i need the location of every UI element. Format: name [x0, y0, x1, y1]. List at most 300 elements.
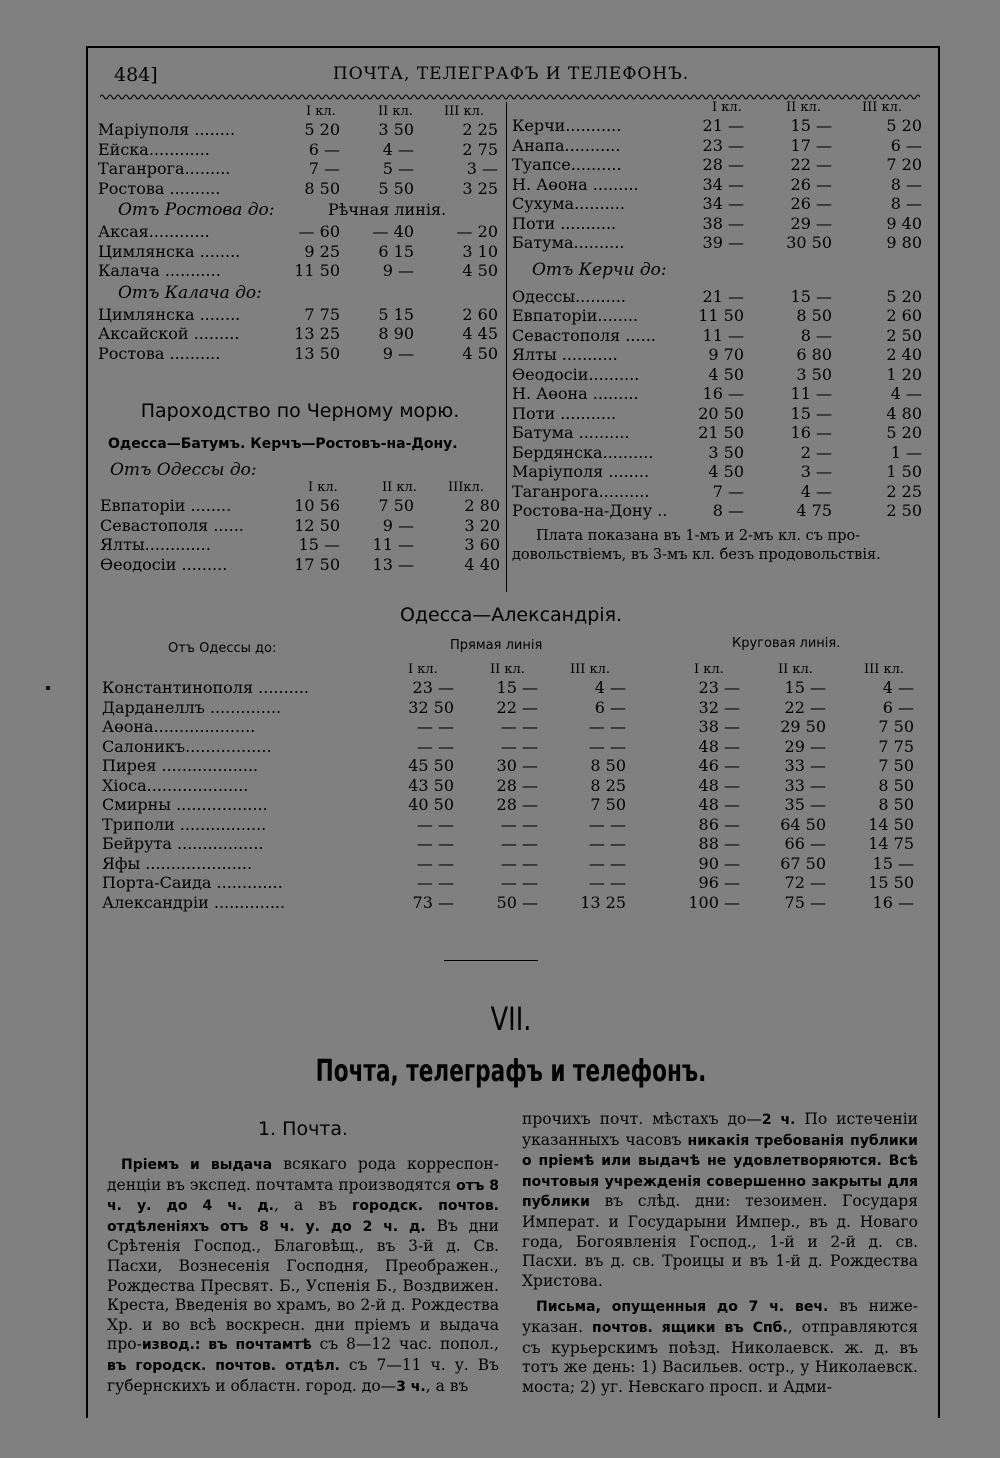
- cell-d1: 43 50: [408, 775, 454, 795]
- col-head-r1: I кл.: [694, 662, 724, 677]
- table-row: [102, 678, 932, 698]
- row-label: Цимлянска ........: [98, 241, 241, 261]
- row-label: Пирея ...................: [102, 756, 259, 775]
- col-head-3: III кл.: [444, 104, 485, 119]
- row-label: Туапсе..........: [512, 155, 622, 174]
- cell-r2: 67 50: [780, 853, 826, 873]
- alexandria-title: Одесса—Александрія.: [399, 604, 623, 626]
- table-row: [98, 159, 498, 179]
- page-number: 484]: [114, 64, 158, 86]
- table-row: [98, 179, 498, 199]
- left-top-table: [98, 104, 498, 363]
- cell-a: 11 50: [294, 261, 340, 280]
- cell-r3: 6 —: [882, 697, 914, 717]
- cell-r3: 4 —: [882, 678, 914, 697]
- cell-d1: — —: [416, 873, 454, 892]
- row-label: Ростова-на-Дону ..: [512, 501, 668, 520]
- row-label: Ростова ..........: [98, 178, 221, 198]
- right-top-table: [512, 100, 922, 565]
- cell-a: 21 —: [702, 286, 744, 306]
- cell-a: 3 50: [708, 442, 744, 462]
- row-label: Яфы .....................: [102, 853, 253, 873]
- cell-c: 2 60: [886, 306, 922, 325]
- cell-d2: — —: [500, 873, 538, 892]
- table-row: [100, 555, 500, 575]
- cell-a: 34 —: [702, 194, 744, 213]
- cell-c: — 20: [456, 222, 498, 241]
- running-title: ПОЧТА, ТЕЛЕГРАФЪ И ТЕЛЕФОНЪ.: [332, 64, 690, 84]
- margin-dot: [46, 686, 50, 690]
- alex-from-odessa: Отъ Одессы до:: [168, 641, 277, 656]
- cell-c: 5 20: [886, 116, 922, 135]
- cell-d2: 22 —: [496, 697, 538, 717]
- table-row: [98, 344, 498, 364]
- cell-c: 2 50: [886, 501, 922, 520]
- cell-d2: 28 —: [496, 795, 538, 814]
- table-row: [102, 815, 932, 835]
- direct-line: Прямая линія: [450, 638, 543, 653]
- section-title: Почта, телеграфъ и телефонъ.: [315, 1054, 707, 1089]
- note-line-2: довольствіемъ, въ 3-мъ кл. безъ продовольствія.: [512, 546, 881, 563]
- paragraph: [522, 1297, 918, 1397]
- cell-b: 17 —: [790, 135, 832, 155]
- table-row: [98, 120, 498, 140]
- cell-b: 15 —: [790, 286, 832, 306]
- table-row: [100, 516, 500, 536]
- cell-a: 21 —: [702, 116, 744, 135]
- bold-run: извод.: въ почтамтѣ: [141, 1337, 312, 1354]
- table-row: [102, 854, 932, 874]
- cell-b: 11 —: [372, 535, 414, 554]
- col-head-3: IIIкл.: [448, 480, 484, 495]
- row-label: Ялты.............: [100, 535, 211, 554]
- cell-b: 3 50: [378, 120, 414, 139]
- cell-c: 2 60: [462, 304, 498, 324]
- cell-d1: 32 50: [408, 697, 454, 717]
- cell-b: 29 —: [790, 213, 832, 233]
- row-label: Таганрога.........: [98, 159, 231, 178]
- cell-d1: — —: [416, 717, 454, 736]
- cell-c: 3 20: [464, 515, 500, 535]
- row-label: Өеодосіи..........: [512, 364, 640, 384]
- cell-c: 4 40: [464, 554, 500, 574]
- cell-c: 2 80: [464, 496, 500, 515]
- table-row: [102, 776, 932, 796]
- table-rows: [512, 287, 922, 521]
- section-subhead: [512, 253, 922, 287]
- cell-r1: 46 —: [698, 756, 740, 775]
- table-row: [512, 306, 922, 326]
- col-head-d1: I кл.: [408, 662, 438, 677]
- cell-d1: — —: [416, 853, 454, 873]
- cell-c: 9 80: [886, 233, 922, 252]
- cell-c: 9 40: [886, 213, 922, 233]
- cell-b: — 40: [372, 222, 414, 241]
- cell-c: 6 —: [890, 135, 922, 155]
- cell-d2: — —: [500, 736, 538, 756]
- table-row: [512, 404, 922, 424]
- row-label: Ялты ...........: [512, 345, 618, 364]
- cell-r3: 15 50: [868, 873, 914, 892]
- row-label: Ейска............: [98, 139, 210, 159]
- row-label: Порта-Саида .............: [102, 873, 283, 892]
- cell-r3: 16 —: [872, 892, 914, 912]
- table-row: [102, 756, 932, 776]
- row-label: Севастополя ......: [100, 515, 244, 535]
- cell-d2: — —: [500, 814, 538, 834]
- page-header: [86, 62, 936, 92]
- cell-d1: 40 50: [408, 795, 454, 814]
- cell-b: 5 15: [378, 304, 414, 324]
- cell-a: 17 50: [294, 554, 340, 574]
- row-label: Севастополя ......: [512, 325, 656, 345]
- cell-c: 1 50: [886, 462, 922, 481]
- cell-d1: 23 —: [412, 678, 454, 697]
- bold-run: 2 ч.: [761, 1112, 796, 1128]
- cell-c: 7 20: [886, 155, 922, 174]
- river-line: Рѣчная линія.: [328, 200, 447, 219]
- table-row: [102, 737, 932, 757]
- row-label: Өеодосіи .........: [100, 554, 228, 574]
- text-run: въ слѣд. дни: тезоимен. Государя Императ. и Государыни Импер., въ д. Новаго года, Богоявленія Господ., 1-й и 2-й д. св. Пасхи. въ д. св. Троицы и въ 1-й д. Рождества Христова.: [522, 1192, 918, 1290]
- cell-d1: — —: [416, 736, 454, 756]
- row-label: Смирны ..................: [102, 795, 268, 814]
- table-row: [512, 482, 922, 502]
- cell-b: 8 90: [378, 324, 414, 343]
- text-run: , а въ: [273, 1196, 353, 1215]
- cell-c: 5 20: [886, 286, 922, 306]
- row-label: Керчи...........: [512, 116, 622, 135]
- col-head-d3: III кл.: [570, 662, 611, 677]
- row-label: Аөона....................: [102, 717, 256, 736]
- cell-r1: 88 —: [698, 834, 740, 853]
- cell-r1: 48 —: [698, 736, 740, 756]
- from-kalach: Отъ Калача до:: [118, 282, 262, 303]
- row-label: Поти ...........: [512, 403, 617, 423]
- cell-c: 2 50: [886, 325, 922, 345]
- section-subhead: [98, 281, 498, 305]
- table-rows: [98, 222, 498, 281]
- cell-r2: 33 —: [784, 775, 826, 795]
- cell-a: 7 —: [308, 159, 340, 178]
- cell-b: 3 50: [796, 364, 832, 384]
- cell-r3: 14 50: [868, 814, 914, 834]
- row-label: Цимлянска ........: [98, 304, 241, 324]
- cell-d1: 45 50: [408, 756, 454, 775]
- col-head-r2: II кл.: [778, 662, 813, 677]
- cell-d2: 28 —: [496, 775, 538, 795]
- cell-r1: 96 —: [698, 873, 740, 892]
- cell-a: 11 —: [702, 325, 744, 345]
- table-row: [98, 222, 498, 242]
- col-head-3: III кл.: [862, 100, 903, 115]
- column-divider: [506, 102, 507, 592]
- row-label: Одессы..........: [512, 286, 626, 306]
- col-head-d2: II кл.: [490, 662, 525, 677]
- table-row: [512, 443, 922, 463]
- col-head-2: II кл.: [378, 104, 413, 119]
- note-line-1: Плата показана въ 1-мъ и 2-мъ кл. съ про-: [536, 527, 861, 544]
- text-run: По истеченіи указанныхъ часовъ: [522, 1110, 918, 1149]
- table-row: [512, 365, 922, 385]
- cell-d3: 4 —: [594, 678, 626, 697]
- text-run: съ 8—12 час. попол.,: [311, 1335, 499, 1354]
- text-run: прочихъ почт. мѣстахъ до—: [522, 1110, 762, 1128]
- row-label: Ростова ..........: [98, 343, 221, 363]
- cell-b: 15 —: [790, 403, 832, 423]
- from-odessa: Отъ Одессы до:: [110, 460, 257, 480]
- table-row: [98, 324, 498, 344]
- cell-c: 1 —: [890, 442, 922, 462]
- cell-c: 2 25: [462, 120, 498, 139]
- text-run: , а въ: [425, 1376, 469, 1395]
- cell-r3: 7 75: [878, 736, 914, 756]
- cell-d3: 7 50: [590, 795, 626, 814]
- bold-run: почтов. ящики въ Спб.: [592, 1319, 788, 1336]
- paragraph: [107, 1155, 499, 1397]
- bold-run: Письма, опущенныя до 7 ч. веч.: [536, 1299, 829, 1316]
- cell-d3: — —: [588, 717, 626, 736]
- cell-c: 1 20: [886, 364, 922, 384]
- row-label: Н. Аөона .........: [512, 174, 639, 194]
- cell-b: 26 —: [790, 174, 832, 194]
- cell-c: 3 —: [466, 159, 498, 178]
- cell-c: 2 75: [462, 139, 498, 159]
- cell-a: 39 —: [702, 233, 744, 252]
- cell-a: 8 —: [712, 501, 744, 520]
- table-row: [512, 423, 922, 443]
- cell-a: 11 50: [698, 306, 744, 325]
- cell-r1: 38 —: [698, 717, 740, 736]
- cell-b: 9 —: [382, 515, 414, 535]
- cell-c: 4 50: [462, 261, 498, 280]
- text-run: съ 7—11 ч. у. Въ губернскихъ и областн. город. до—: [107, 1355, 499, 1395]
- cell-b: 22 —: [790, 155, 832, 174]
- cell-c: 3 25: [462, 178, 498, 198]
- table-row: [100, 535, 500, 555]
- row-label: Евпаторіи........: [512, 306, 639, 325]
- table-row: [512, 116, 922, 136]
- table-row: [512, 501, 922, 521]
- cell-b: 9 —: [382, 343, 414, 363]
- cell-d3: — —: [588, 873, 626, 892]
- section-subhead: [98, 198, 498, 222]
- cell-r3: 7 50: [878, 756, 914, 775]
- cell-a: 5 20: [304, 120, 340, 139]
- class-header-row: [100, 480, 500, 496]
- cell-d1: 73 —: [412, 892, 454, 912]
- cell-r3: 7 50: [878, 717, 914, 736]
- bold-run: въ городск. почтов. отдѣл.: [107, 1357, 340, 1374]
- row-label: Анапа...........: [512, 135, 621, 155]
- cell-c: 5 20: [886, 423, 922, 442]
- row-label: Александріи ..............: [102, 892, 286, 912]
- table-row: [98, 261, 498, 281]
- table-row: [102, 834, 932, 854]
- cell-a: 8 50: [304, 178, 340, 198]
- cell-b: 4 —: [382, 139, 414, 159]
- table-rows: [512, 116, 922, 253]
- class-header-row: [102, 662, 932, 678]
- cell-r1: 23 —: [698, 678, 740, 697]
- note: [512, 527, 922, 565]
- row-label: Бейрута .................: [102, 834, 264, 853]
- row-label: Аксая............: [98, 222, 210, 241]
- table-row: [98, 140, 498, 160]
- row-label: Хіоса....................: [102, 775, 249, 795]
- cell-r3: 8 50: [878, 795, 914, 814]
- cell-b: 5 —: [382, 159, 414, 178]
- row-label: Маріуполя ........: [512, 462, 650, 481]
- table-row: [98, 305, 498, 325]
- cell-r3: 15 —: [872, 853, 914, 873]
- class-header-row: [98, 104, 498, 120]
- col-head-1: I кл.: [308, 480, 338, 495]
- paragraph: [522, 1110, 918, 1291]
- cell-r2: 33 —: [784, 756, 826, 775]
- table-row: [102, 893, 932, 913]
- cell-c: 8 —: [890, 194, 922, 213]
- cell-a: 21 50: [698, 423, 744, 442]
- cell-b: 4 —: [800, 481, 832, 501]
- row-label: Батума ..........: [512, 423, 630, 442]
- alexandria-table: [102, 662, 932, 912]
- cell-b: 26 —: [790, 194, 832, 213]
- cell-a: 9 70: [708, 345, 744, 364]
- table-row: [512, 287, 922, 307]
- cell-d2: 30 —: [496, 756, 538, 775]
- cell-d2: 50 —: [496, 892, 538, 912]
- cell-b: 3 —: [800, 462, 832, 481]
- cell-b: 15 —: [790, 116, 832, 135]
- bold-run: городск. почтов. отдѣленіяхъ отъ 8 ч. у. до 2 ч. д.: [107, 1198, 499, 1235]
- cell-b: 7 50: [378, 496, 414, 515]
- text-run: Въ дни Срѣтенія Господ., Благовѣщ., въ 3-й д. Св. Пасхи, Вознесенія Господня, Преображен., Рождества Пресвят. Б., Успенія Б., Воздвижен. Креста, Введенія во храмъ, во 2-й д. Рождества Хр. и во всѣ воскресн. дни пріемъ и выдача про-: [107, 1216, 499, 1354]
- cell-b: 30 50: [786, 233, 832, 252]
- cell-r2: 64 50: [780, 814, 826, 834]
- cell-a: — 60: [298, 222, 340, 241]
- cell-d2: — —: [500, 717, 538, 736]
- subsection-title: 1. Почта.: [258, 1118, 349, 1140]
- cell-r2: 29 50: [780, 717, 826, 736]
- text-run: всякаго рода корреспон-денціи въ экспед. почтамта производятся: [107, 1155, 499, 1194]
- cell-b: 4 75: [796, 501, 832, 520]
- cell-r2: 75 —: [784, 892, 826, 912]
- table-row: [512, 326, 922, 346]
- cell-b: 5 50: [378, 178, 414, 198]
- table-row: [512, 155, 922, 175]
- row-label: Евпаторіи ........: [100, 496, 232, 515]
- cell-b: 6 15: [378, 241, 414, 261]
- cell-c: 4 80: [886, 403, 922, 423]
- table-row: [102, 698, 932, 718]
- cell-r1: 48 —: [698, 775, 740, 795]
- row-label: Н. Аөона .........: [512, 384, 639, 403]
- table-row: [512, 175, 922, 195]
- table-row: [512, 462, 922, 482]
- cell-d2: — —: [500, 834, 538, 853]
- cell-a: 10 56: [294, 496, 340, 515]
- row-label: Маріуполя ........: [98, 120, 236, 139]
- col-head-2: II кл.: [786, 100, 821, 115]
- row-label: Таганрога..........: [512, 481, 650, 501]
- cell-b: 16 —: [790, 423, 832, 442]
- cell-r3: 8 50: [878, 775, 914, 795]
- cell-r2: 66 —: [784, 834, 826, 853]
- table-row: [102, 717, 932, 737]
- cell-a: 7 75: [304, 304, 340, 324]
- table-row: [512, 345, 922, 365]
- cell-a: 13 50: [294, 343, 340, 363]
- cell-r1: 90 —: [698, 853, 740, 873]
- table-rows: [102, 678, 932, 912]
- cell-c: 3 10: [462, 241, 498, 261]
- cell-b: 11 —: [790, 384, 832, 403]
- cell-a: 16 —: [702, 384, 744, 403]
- cell-a: 34 —: [702, 174, 744, 194]
- cell-d3: 6 —: [594, 697, 626, 717]
- cell-a: 6 —: [308, 139, 340, 159]
- cell-a: 28 —: [702, 155, 744, 174]
- cell-d1: — —: [416, 834, 454, 853]
- black-sea-table: [100, 480, 500, 574]
- cell-b: 13 —: [372, 554, 414, 574]
- table-row: [512, 194, 922, 214]
- table-row: [100, 496, 500, 516]
- cell-r2: 15 —: [784, 678, 826, 697]
- row-label: Константинополя ..........: [102, 678, 310, 697]
- black-sea-title: Пароходство по Черному морю.: [140, 400, 460, 422]
- cell-a: 20 50: [698, 403, 744, 423]
- cell-r1: 32 —: [698, 697, 740, 717]
- divider: [444, 960, 538, 961]
- cell-b: 8 —: [800, 325, 832, 345]
- cell-a: 9 25: [304, 241, 340, 261]
- text-run: въ ниже-указан.: [522, 1297, 918, 1336]
- table-row: [512, 214, 922, 234]
- left-text: [107, 1155, 499, 1403]
- text-run: , отправляются съ курьерскимъ поѣзд. Николаевск. ж. д. въ тотъ же день: 1) Васильев. остр., у Николаевск. моста; 2) уг. Невскаго просп. и Адми-: [522, 1317, 918, 1396]
- cell-d1: — —: [416, 814, 454, 834]
- row-label: Дарданеллъ ..............: [102, 697, 282, 717]
- cell-b: 6 80: [796, 345, 832, 364]
- cell-b: 2 —: [800, 442, 832, 462]
- bold-run: 3 ч.: [396, 1378, 426, 1395]
- cell-c: 2 25: [886, 481, 922, 501]
- cell-d3: — —: [588, 834, 626, 853]
- cell-a: 15 —: [298, 535, 340, 554]
- row-label: Бердянска..........: [512, 442, 654, 462]
- cell-r1: 86 —: [698, 814, 740, 834]
- black-sea-subtitle: Одесса—Батумъ. Керчъ—Ростовъ-на-Дону.: [108, 436, 458, 452]
- table-rows: [98, 120, 498, 198]
- bold-run: Пріемъ и выдача: [121, 1157, 273, 1173]
- cell-d3: 13 25: [580, 892, 626, 912]
- cell-a: 23 —: [702, 135, 744, 155]
- row-label: Триполи .................: [102, 814, 267, 834]
- row-label: Сухума..........: [512, 194, 625, 213]
- cell-c: 8 —: [890, 174, 922, 194]
- cell-r2: 22 —: [784, 697, 826, 717]
- cell-c: 3 60: [464, 535, 500, 554]
- cell-a: 38 —: [702, 213, 744, 233]
- table-row: [512, 136, 922, 156]
- cell-c: 2 40: [886, 345, 922, 364]
- cell-d3: — —: [588, 736, 626, 756]
- bold-run: никакія требованія публики о пріемѣ или выдачѣ не удовлетворяются. Всѣ почтовыя учрежденія совершенно закрыты для публики: [522, 1132, 918, 1211]
- from-rostov: Отъ Ростова до:: [118, 200, 275, 220]
- cell-d3: — —: [588, 814, 626, 834]
